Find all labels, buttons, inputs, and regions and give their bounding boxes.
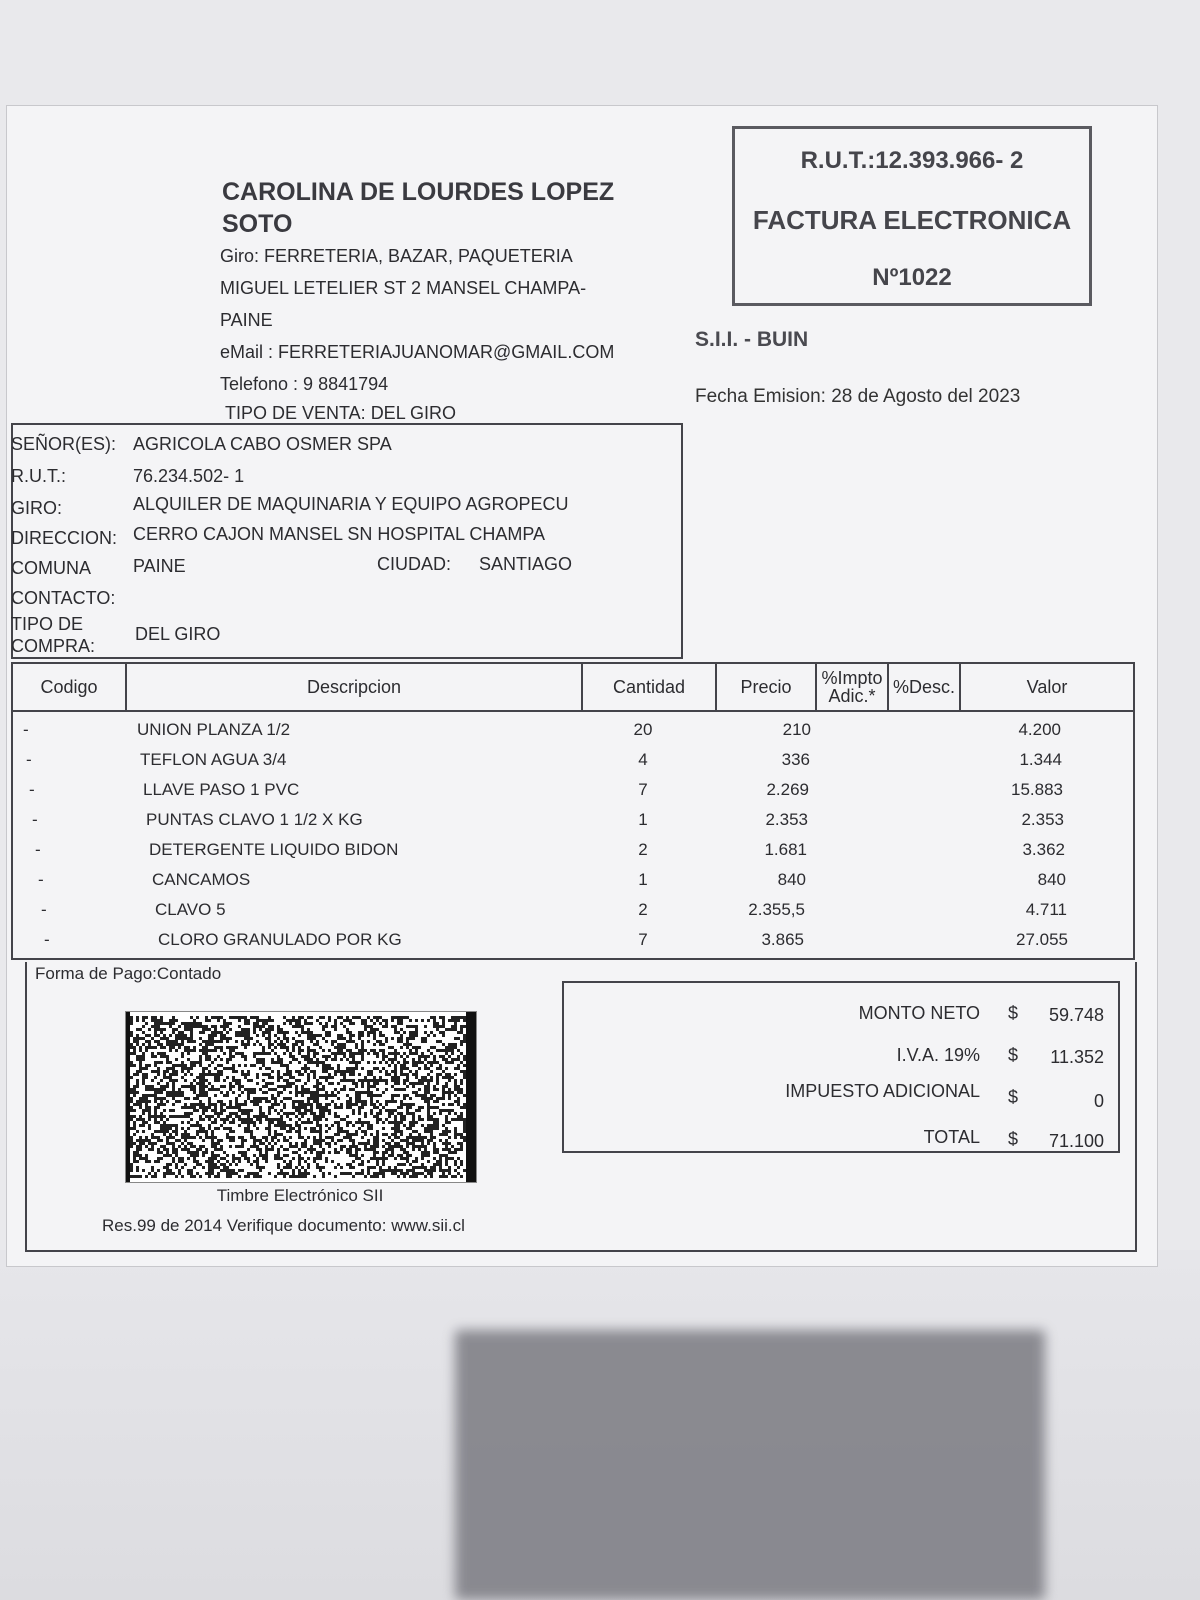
row-valor: 3.362 [1022,840,1065,859]
row-cantidad: 7 [638,930,648,949]
col-precio: Precio [717,664,817,710]
stamp-caption: Timbre Electrónico SII [216,1186,384,1205]
row-cantidad: 2 [638,840,648,859]
row-descripcion: TEFLON AGUA 3/4 [140,750,287,769]
adicional-currency: $ [1008,1087,1019,1107]
row-valor: 4.200 [1018,720,1061,739]
col-impto [817,664,889,710]
row-codigo: - [38,870,44,889]
row-codigo: - [23,720,29,739]
row-descripcion: CANCAMOS [152,870,251,889]
row-valor: 27.055 [1016,930,1068,949]
col-descripcion: Descripcion [127,664,583,710]
row-cantidad: 4 [638,750,648,769]
issuer-sale-type: TIPO DE VENTA: DEL GIRO [225,403,457,423]
row-precio: 1.681 [764,840,807,859]
client-rut: 76.234.502- 1 [133,466,245,486]
col-codigo: Codigo [13,664,127,710]
row-codigo: - [35,840,41,859]
issuer-address-line1: MIGUEL LETELIER ST 2 MANSEL CHAMPA- [220,278,587,298]
document-type: FACTURA ELECTRONICA [752,205,1072,235]
iva-currency: $ [1008,1045,1019,1065]
barcode-graphic [126,1012,476,1182]
row-descripcion: UNION PLANZA 1/2 [137,720,291,739]
client-giro-label: GIRO: [11,498,63,518]
issuer-phone: Telefono : 9 8841794 [220,374,389,394]
issuer-giro: Giro: FERRETERIA, BAZAR, PAQUETERIA [220,246,573,266]
items-table [11,662,1135,960]
row-valor: 840 [1037,870,1066,889]
sii-office: S.I.I. - BUIN [695,328,809,351]
iva-label: I.V.A. 19% [896,1045,980,1065]
client-tipo-compra: DEL GIRO [135,624,221,644]
client-ciudad-label: CIUDAD: [377,554,452,574]
electronic-stamp-barcode [125,1011,477,1183]
client-tipo-compra-label-2: COMPRA: [11,636,96,656]
row-codigo: - [44,930,50,949]
adicional-label: IMPUESTO ADICIONAL [785,1081,980,1101]
row-precio: 2.269 [766,780,809,799]
client-tipo-compra-label-1: TIPO DE [11,614,84,634]
client-direccion-label: DIRECCION: [11,528,118,548]
row-precio: 2.353 [765,810,808,829]
row-descripcion: DETERGENTE LIQUIDO BIDON [149,840,399,859]
client-ciudad: SANTIAGO [479,554,573,574]
issuer-address-line2: PAINE [220,310,273,330]
row-valor: 2.353 [1021,810,1064,829]
client-senores-label: SEÑOR(ES): [11,434,117,454]
table-row [13,806,1133,836]
row-precio: 336 [781,750,810,769]
row-cantidad: 1 [638,810,648,829]
total-value: 71.100 [1048,1131,1104,1151]
row-precio: 2.355,5 [748,900,805,919]
table-row [13,866,1133,896]
document-id-box [732,126,1092,306]
col-impto-line2: Adic.* [828,686,876,706]
iva-value: 11.352 [1050,1047,1104,1067]
issuer-email: eMail : FERRETERIAJUANOMAR@GMAIL.COM [220,342,615,362]
client-comuna-label: COMUNA [11,558,91,578]
table-row [13,896,1133,926]
payment-method: Forma de Pago:Contado [35,964,222,983]
col-cantidad: Cantidad [583,664,717,710]
row-descripcion: CLAVO 5 [155,900,226,919]
issuer-name: CAROLINA DE LOURDES LOPEZ SOTO [222,178,615,238]
row-valor: 1.344 [1019,750,1062,769]
row-valor: 4.711 [1025,900,1067,919]
row-codigo: - [26,750,32,769]
table-row [13,746,1133,776]
neto-label: MONTO NETO [858,1003,980,1023]
table-row [13,776,1133,806]
col-valor: Valor [1026,677,1068,697]
row-descripcion: PUNTAS CLAVO 1 1/2 X KG [146,810,363,829]
row-precio: 840 [777,870,806,889]
invoice-sheet [6,105,1158,1267]
col-desc: %Desc. [889,664,961,710]
totals-box [562,981,1120,1153]
client-giro: ALQUILER DE MAQUINARIA Y EQUIPO AGROPECU [133,494,569,514]
row-cantidad: 20 [633,720,653,739]
row-codigo: - [29,780,35,799]
neto-value: 59.748 [1048,1005,1104,1025]
row-precio: 210 [782,720,811,739]
issuer-rut: R.U.T.:12.393.966- 2 [800,147,1024,174]
items-header [13,664,1133,712]
document-number: Nº1022 [872,264,952,291]
row-cantidad: 1 [638,870,648,889]
client-comuna: PAINE [133,556,186,576]
client-direccion: CERRO CAJON MANSEL SN HOSPITAL CHAMPA [133,524,546,544]
table-row [13,836,1133,866]
total-currency: $ [1008,1129,1019,1149]
row-descripcion: LLAVE PASO 1 PVC [143,780,300,799]
col-impto-line1: %Impto [821,668,883,688]
row-precio: 3.865 [761,930,804,949]
row-valor: 15.883 [1011,780,1063,799]
client-senores: AGRICOLA CABO OSMER SPA [133,434,392,454]
total-label: TOTAL [923,1127,980,1147]
client-contacto-label: CONTACTO: [11,588,116,608]
row-cantidad: 2 [638,900,648,919]
table-row [13,716,1133,746]
client-rut-label: R.U.T.: [11,466,67,486]
row-cantidad: 7 [638,780,648,799]
row-descripcion: CLORO GRANULADO POR KG [158,930,402,949]
verification-note: Res.99 de 2014 Verifique documento: www.sii.cl [102,1216,465,1235]
row-codigo: - [32,810,38,829]
row-codigo: - [41,900,47,919]
shadow [455,1330,1045,1600]
table-row [13,926,1133,956]
issue-date: Fecha Emision: 28 de Agosto del 2023 [695,386,1021,407]
adicional-value: 0 [1093,1091,1104,1111]
neto-currency: $ [1008,1003,1019,1023]
